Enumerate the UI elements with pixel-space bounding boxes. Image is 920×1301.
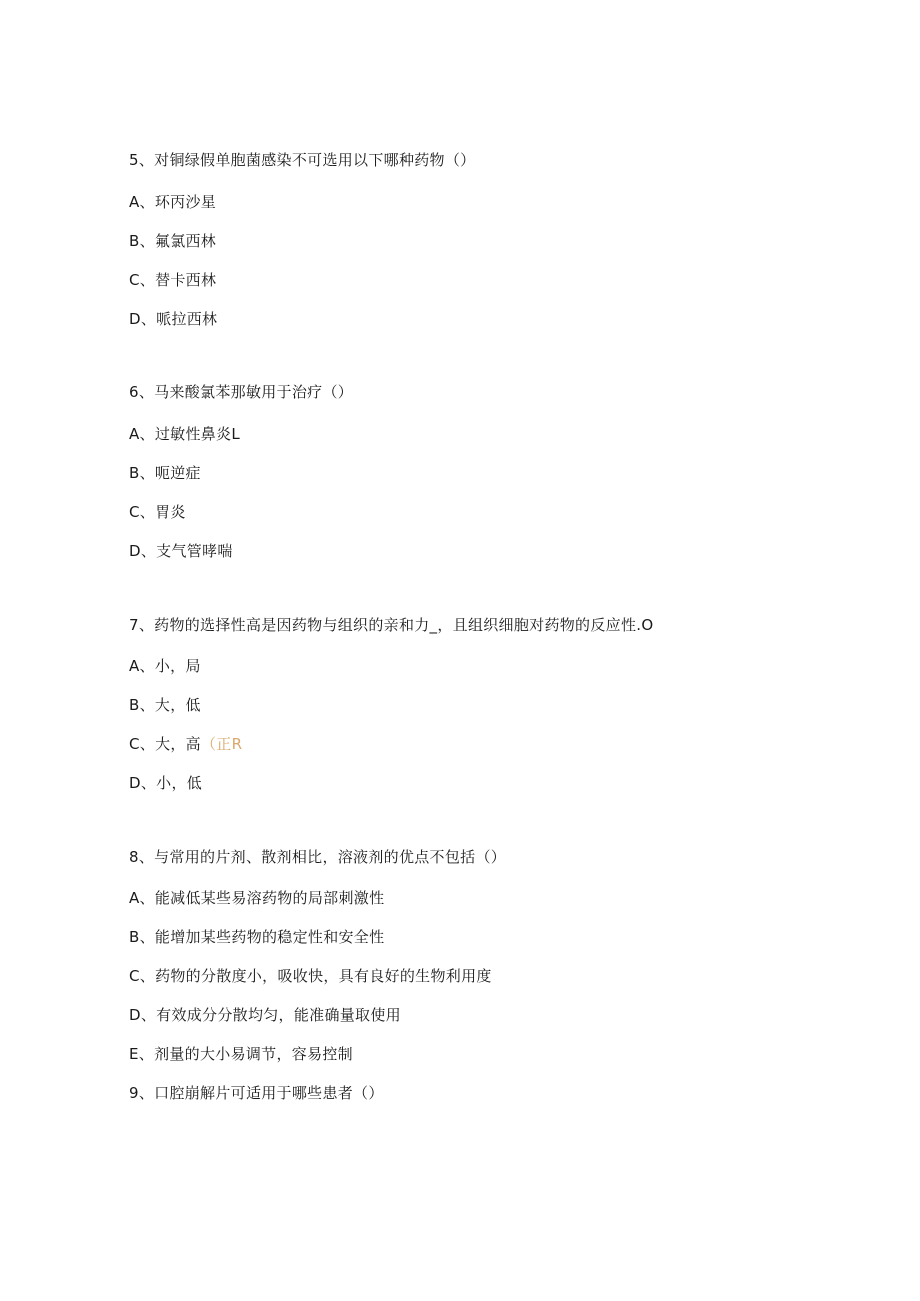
question-7-option-d: D、小，低 bbox=[129, 774, 203, 792]
question-6-option-c: C、胃炎 bbox=[129, 503, 186, 521]
question-6-option-b: B、呃逆症 bbox=[129, 464, 201, 482]
question-8-stem: 8、与常用的片剂、散剂相比，溶液剂的优点不包括（） bbox=[129, 848, 507, 866]
question-8-option-b: B、能增加某些药物的稳定性和安全性 bbox=[129, 928, 385, 946]
question-5-option-c: C、替卡西林 bbox=[129, 271, 217, 289]
answer-mark: （正R bbox=[200, 735, 243, 753]
question-9-stem: 9、口腔崩解片可适用于哪些患者（） bbox=[129, 1084, 384, 1102]
question-8-option-d: D、有效成分分散均匀，能准确量取使用 bbox=[129, 1006, 401, 1024]
question-5-stem: 5、对铜绿假单胞菌感染不可选用以下哪种药物（） bbox=[129, 151, 476, 169]
question-8-option-a: A、能减低某些易溶药物的局部刺激性 bbox=[129, 889, 385, 907]
question-5-option-a: A、环丙沙星 bbox=[129, 193, 217, 211]
question-7-option-c bbox=[129, 734, 242, 754]
question-6-stem: 6、马来酸氯苯那敏用于治疗（） bbox=[129, 383, 354, 401]
question-7-option-c-text: C、大，高 bbox=[129, 735, 201, 753]
question-6-option-d: D、支气管哮喘 bbox=[129, 542, 233, 560]
question-7-stem: 7、药物的选择性高是因药物与组织的亲和力_，且组织细胞对药物的反应性.O bbox=[129, 616, 654, 634]
question-5-option-d: D、哌拉西林 bbox=[129, 310, 218, 328]
question-8-option-e: E、剂量的大小易调节，容易控制 bbox=[129, 1045, 353, 1063]
question-8-option-c: C、药物的分散度小，吸收快，具有良好的生物利用度 bbox=[129, 967, 492, 985]
question-5-option-b: B、氟氯西林 bbox=[129, 232, 217, 250]
question-7-option-a: A、小，局 bbox=[129, 657, 201, 675]
question-7-option-b: B、大，低 bbox=[129, 696, 201, 714]
question-6-option-a: A、过敏性鼻炎L bbox=[129, 425, 241, 443]
